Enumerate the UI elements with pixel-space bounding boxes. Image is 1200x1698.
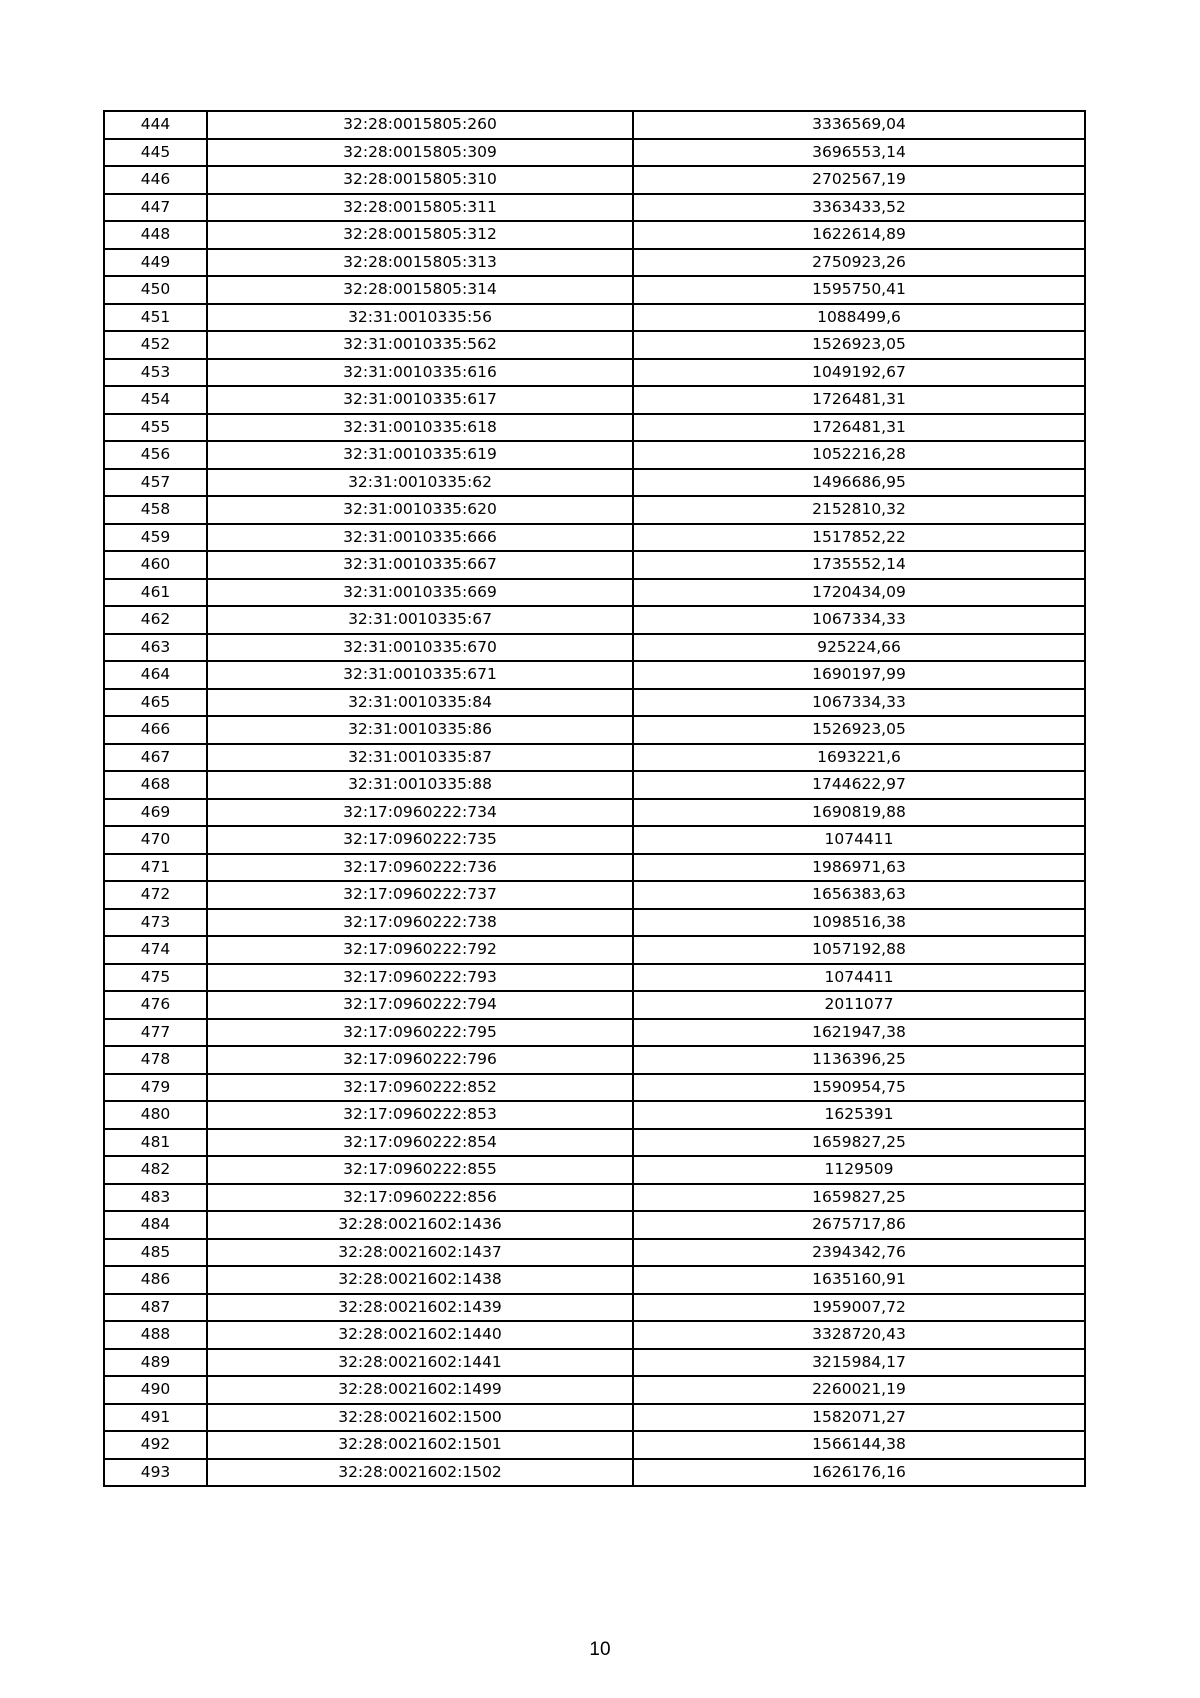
value-cell: 1136396,25 [633,1046,1085,1074]
row-number-cell: 479 [104,1074,207,1102]
cadastral-number-cell: 32:31:0010335:67 [207,606,633,634]
value-cell: 1582071,27 [633,1404,1085,1432]
row-number-cell: 452 [104,331,207,359]
value-cell: 1735552,14 [633,551,1085,579]
table-row [104,881,1085,909]
value-cell: 3696553,14 [633,139,1085,167]
row-number-cell: 489 [104,1349,207,1377]
value-cell: 1052216,28 [633,441,1085,469]
table-row [104,1239,1085,1267]
row-number-cell: 484 [104,1211,207,1239]
value-cell: 1693221,6 [633,744,1085,772]
row-number-cell: 487 [104,1294,207,1322]
row-number-cell: 458 [104,496,207,524]
table-row [104,1129,1085,1157]
cadastral-number-cell: 32:31:0010335:86 [207,716,633,744]
value-cell: 1659827,25 [633,1129,1085,1157]
value-cell: 1057192,88 [633,936,1085,964]
row-number-cell: 465 [104,689,207,717]
table-row [104,359,1085,387]
cadastral-number-cell: 32:17:0960222:796 [207,1046,633,1074]
table-row [104,771,1085,799]
cadastral-number-cell: 32:17:0960222:792 [207,936,633,964]
row-number-cell: 457 [104,469,207,497]
row-number-cell: 450 [104,276,207,304]
table-row [104,1404,1085,1432]
table-row [104,716,1085,744]
table-row [104,606,1085,634]
cadastral-number-cell: 32:31:0010335:617 [207,386,633,414]
table-body [104,111,1085,1486]
cadastral-number-cell: 32:31:0010335:669 [207,579,633,607]
table-row [104,221,1085,249]
table-row [104,964,1085,992]
value-cell: 2394342,76 [633,1239,1085,1267]
cadastral-number-cell: 32:28:0021602:1500 [207,1404,633,1432]
row-number-cell: 488 [104,1321,207,1349]
value-cell: 1526923,05 [633,331,1085,359]
row-number-cell: 478 [104,1046,207,1074]
page-number: 10 [589,1639,611,1660]
table-row [104,166,1085,194]
value-cell: 1590954,75 [633,1074,1085,1102]
cadastral-number-cell: 32:28:0015805:309 [207,139,633,167]
table-row [104,276,1085,304]
table-row [104,799,1085,827]
table-row [104,826,1085,854]
value-cell: 2675717,86 [633,1211,1085,1239]
cadastral-number-cell: 32:17:0960222:736 [207,854,633,882]
value-cell: 2260021,19 [633,1376,1085,1404]
cadastral-number-cell: 32:31:0010335:667 [207,551,633,579]
table-row [104,854,1085,882]
row-number-cell: 460 [104,551,207,579]
row-number-cell: 461 [104,579,207,607]
cadastral-number-cell: 32:28:0021602:1439 [207,1294,633,1322]
cadastral-number-cell: 32:31:0010335:56 [207,304,633,332]
table-row [104,1376,1085,1404]
cadastral-number-cell: 32:31:0010335:670 [207,634,633,662]
value-cell: 1959007,72 [633,1294,1085,1322]
row-number-cell: 447 [104,194,207,222]
value-cell: 1496686,95 [633,469,1085,497]
table-row [104,1101,1085,1129]
cadastral-number-cell: 32:17:0960222:735 [207,826,633,854]
row-number-cell: 473 [104,909,207,937]
cadastral-number-cell: 32:28:0021602:1438 [207,1266,633,1294]
value-cell: 1626176,16 [633,1459,1085,1487]
table-row [104,1349,1085,1377]
row-number-cell: 449 [104,249,207,277]
table-row [104,414,1085,442]
value-cell: 1622614,89 [633,221,1085,249]
cadastral-number-cell: 32:17:0960222:855 [207,1156,633,1184]
row-number-cell: 477 [104,1019,207,1047]
value-cell: 1049192,67 [633,359,1085,387]
cadastral-number-cell: 32:28:0021602:1437 [207,1239,633,1267]
value-cell: 2011077 [633,991,1085,1019]
value-cell: 3336569,04 [633,111,1085,139]
cadastral-number-cell: 32:31:0010335:88 [207,771,633,799]
table-row [104,1046,1085,1074]
row-number-cell: 490 [104,1376,207,1404]
table-row [104,249,1085,277]
row-number-cell: 493 [104,1459,207,1487]
row-number-cell: 482 [104,1156,207,1184]
table-row [104,1019,1085,1047]
table-row [104,139,1085,167]
value-cell: 1517852,22 [633,524,1085,552]
value-cell: 1720434,09 [633,579,1085,607]
cadastral-number-cell: 32:28:0015805:314 [207,276,633,304]
row-number-cell: 483 [104,1184,207,1212]
value-cell: 3363433,52 [633,194,1085,222]
cadastral-number-cell: 32:28:0021602:1502 [207,1459,633,1487]
value-cell: 1726481,31 [633,386,1085,414]
value-cell: 1566144,38 [633,1431,1085,1459]
value-cell: 1129509 [633,1156,1085,1184]
row-number-cell: 448 [104,221,207,249]
row-number-cell: 466 [104,716,207,744]
cadastral-number-cell: 32:28:0015805:260 [207,111,633,139]
row-number-cell: 492 [104,1431,207,1459]
cadastral-number-cell: 32:28:0021602:1436 [207,1211,633,1239]
row-number-cell: 453 [104,359,207,387]
table-row [104,936,1085,964]
row-number-cell: 480 [104,1101,207,1129]
row-number-cell: 491 [104,1404,207,1432]
value-cell: 1088499,6 [633,304,1085,332]
value-cell: 1098516,38 [633,909,1085,937]
value-cell: 1074411 [633,964,1085,992]
data-table [103,110,1086,1487]
table-row [104,689,1085,717]
cadastral-number-cell: 32:28:0015805:310 [207,166,633,194]
value-cell: 3215984,17 [633,1349,1085,1377]
cadastral-number-cell: 32:28:0021602:1440 [207,1321,633,1349]
cadastral-number-cell: 32:17:0960222:852 [207,1074,633,1102]
row-number-cell: 469 [104,799,207,827]
row-number-cell: 476 [104,991,207,1019]
value-cell: 3328720,43 [633,1321,1085,1349]
row-number-cell: 445 [104,139,207,167]
table-row [104,1266,1085,1294]
table-row [104,1184,1085,1212]
cadastral-number-cell: 32:17:0960222:793 [207,964,633,992]
table-row [104,1321,1085,1349]
row-number-cell: 467 [104,744,207,772]
row-number-cell: 464 [104,661,207,689]
table-row [104,386,1085,414]
row-number-cell: 444 [104,111,207,139]
table-row [104,1156,1085,1184]
cadastral-number-cell: 32:31:0010335:620 [207,496,633,524]
value-cell: 1625391 [633,1101,1085,1129]
cadastral-number-cell: 32:31:0010335:616 [207,359,633,387]
cadastral-number-cell: 32:28:0021602:1501 [207,1431,633,1459]
row-number-cell: 474 [104,936,207,964]
row-number-cell: 456 [104,441,207,469]
table-row [104,1431,1085,1459]
table-row [104,1074,1085,1102]
value-cell: 1744622,97 [633,771,1085,799]
cadastral-number-cell: 32:28:0021602:1499 [207,1376,633,1404]
row-number-cell: 454 [104,386,207,414]
table-row [104,551,1085,579]
table-row [104,111,1085,139]
row-number-cell: 451 [104,304,207,332]
cadastral-number-cell: 32:28:0015805:312 [207,221,633,249]
cadastral-number-cell: 32:31:0010335:619 [207,441,633,469]
table-row [104,304,1085,332]
cadastral-number-cell: 32:31:0010335:618 [207,414,633,442]
table-row [104,524,1085,552]
table-row [104,991,1085,1019]
value-cell: 1526923,05 [633,716,1085,744]
table-row [104,634,1085,662]
cadastral-number-cell: 32:31:0010335:87 [207,744,633,772]
row-number-cell: 475 [104,964,207,992]
cadastral-number-cell: 32:28:0021602:1441 [207,1349,633,1377]
table-row [104,1211,1085,1239]
value-cell: 1690819,88 [633,799,1085,827]
value-cell: 1074411 [633,826,1085,854]
cadastral-number-cell: 32:17:0960222:795 [207,1019,633,1047]
table-row [104,744,1085,772]
cadastral-number-cell: 32:17:0960222:734 [207,799,633,827]
value-cell: 1067334,33 [633,606,1085,634]
value-cell: 1621947,38 [633,1019,1085,1047]
cadastral-number-cell: 32:17:0960222:854 [207,1129,633,1157]
cadastral-number-cell: 32:17:0960222:853 [207,1101,633,1129]
table-row [104,909,1085,937]
row-number-cell: 472 [104,881,207,909]
cadastral-number-cell: 32:17:0960222:794 [207,991,633,1019]
cadastral-number-cell: 32:17:0960222:856 [207,1184,633,1212]
cadastral-number-cell: 32:31:0010335:562 [207,331,633,359]
value-cell: 1726481,31 [633,414,1085,442]
cadastral-number-cell: 32:31:0010335:84 [207,689,633,717]
cadastral-number-cell: 32:17:0960222:738 [207,909,633,937]
row-number-cell: 468 [104,771,207,799]
value-cell: 2152810,32 [633,496,1085,524]
row-number-cell: 486 [104,1266,207,1294]
row-number-cell: 455 [104,414,207,442]
cadastral-number-cell: 32:28:0015805:313 [207,249,633,277]
table-row [104,579,1085,607]
value-cell: 1656383,63 [633,881,1085,909]
row-number-cell: 471 [104,854,207,882]
row-number-cell: 485 [104,1239,207,1267]
row-number-cell: 470 [104,826,207,854]
value-cell: 925224,66 [633,634,1085,662]
cadastral-number-cell: 32:28:0015805:311 [207,194,633,222]
value-cell: 1595750,41 [633,276,1085,304]
value-cell: 1067334,33 [633,689,1085,717]
table-row [104,661,1085,689]
cadastral-number-cell: 32:17:0960222:737 [207,881,633,909]
table-row [104,1294,1085,1322]
table-row [104,194,1085,222]
row-number-cell: 446 [104,166,207,194]
table-row [104,469,1085,497]
value-cell: 1986971,63 [633,854,1085,882]
cadastral-number-cell: 32:31:0010335:671 [207,661,633,689]
value-cell: 2750923,26 [633,249,1085,277]
table-row [104,496,1085,524]
row-number-cell: 481 [104,1129,207,1157]
row-number-cell: 459 [104,524,207,552]
row-number-cell: 463 [104,634,207,662]
table-row [104,441,1085,469]
value-cell: 2702567,19 [633,166,1085,194]
value-cell: 1690197,99 [633,661,1085,689]
cadastral-number-cell: 32:31:0010335:666 [207,524,633,552]
value-cell: 1659827,25 [633,1184,1085,1212]
table-row [104,1459,1085,1487]
cadastral-number-cell: 32:31:0010335:62 [207,469,633,497]
value-cell: 1635160,91 [633,1266,1085,1294]
table-row [104,331,1085,359]
row-number-cell: 462 [104,606,207,634]
